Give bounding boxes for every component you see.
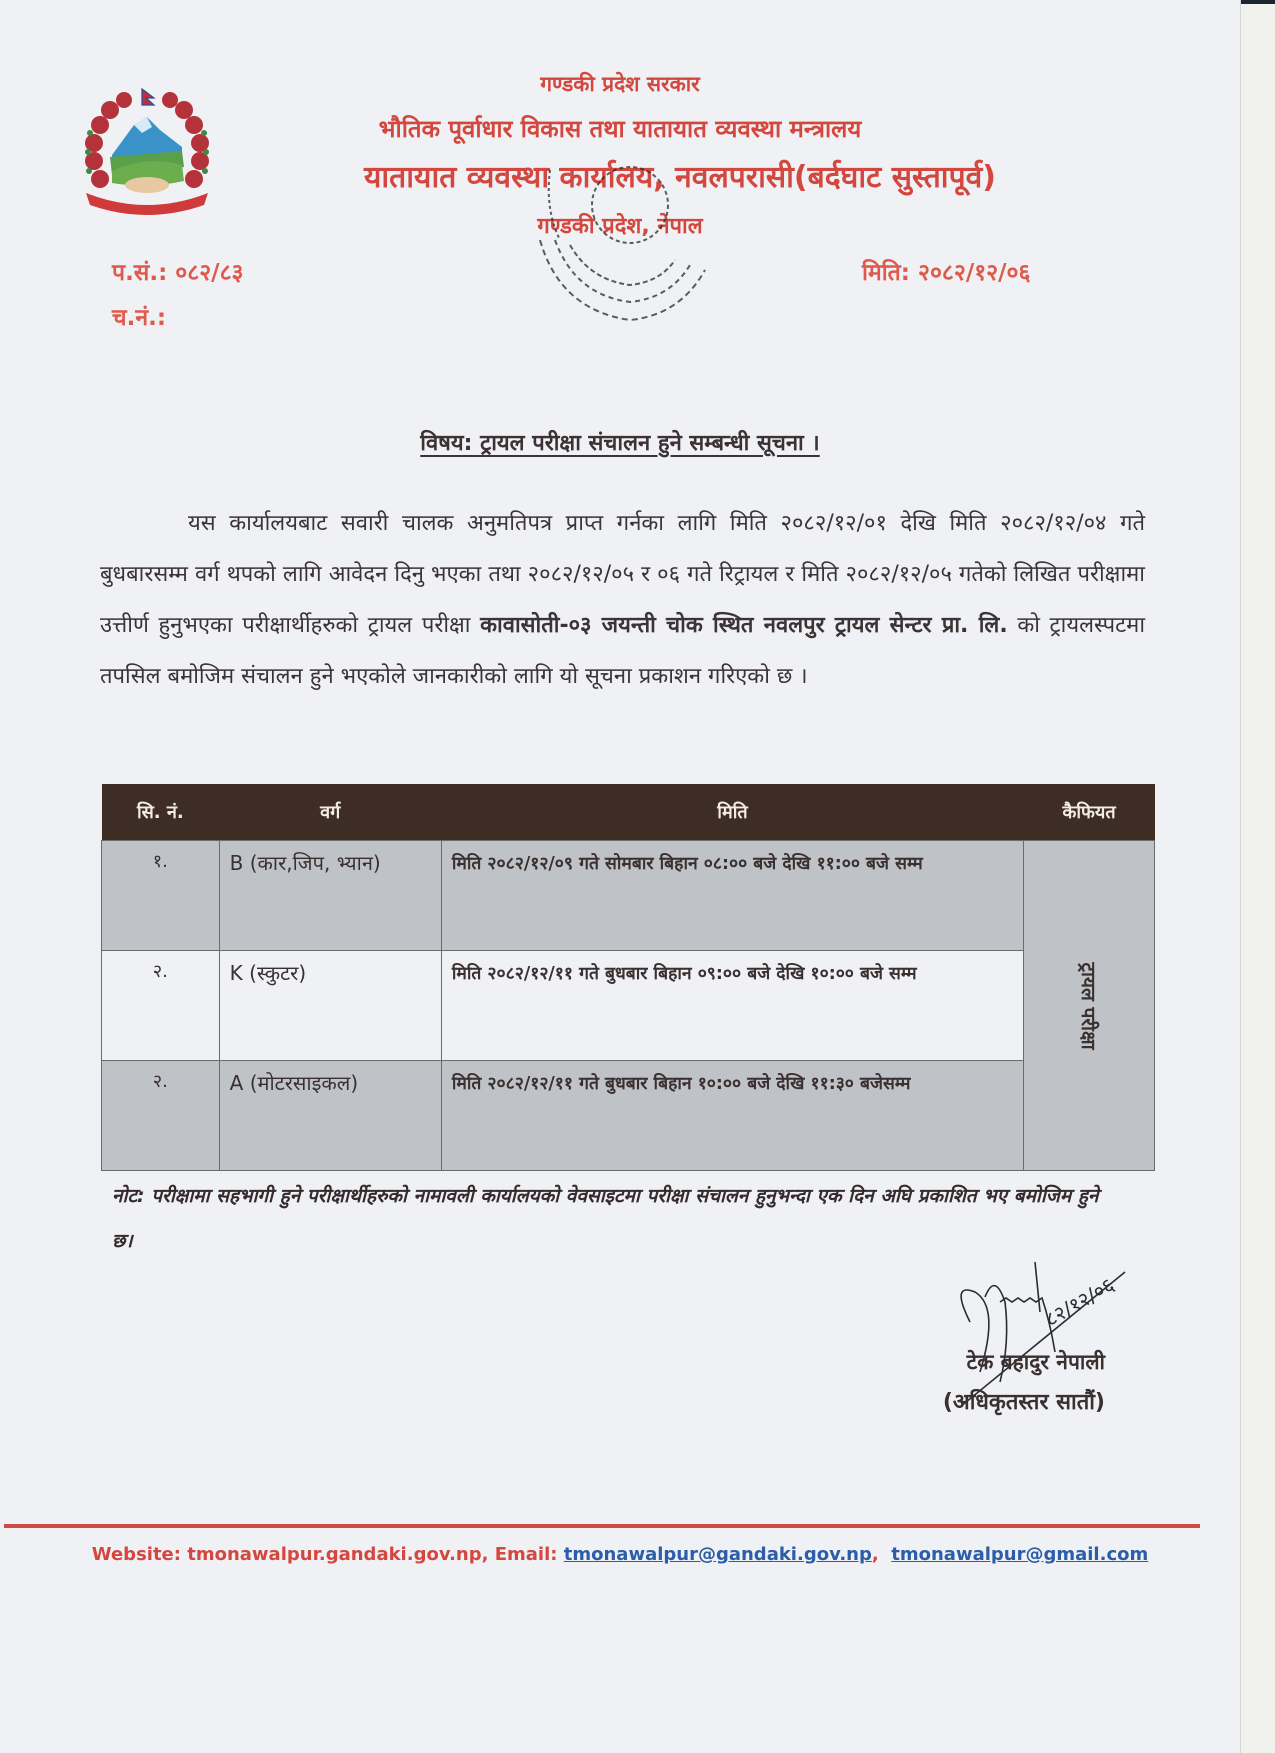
body-part2: को ट्रायलस्पटमा तपसिल बमोजिम संचालन हुने भएकोले जानकारीको लागि यो सूचना प्रकाशन गरिएको छ । — [100, 613, 1146, 689]
office-name: यातायात व्यवस्था कार्यालय, नवलपरासी(बर्दघाट सुस्तापूर्व) — [364, 160, 996, 195]
subject-line — [0, 427, 1240, 457]
row-sn: २. — [102, 1061, 220, 1171]
signatory-name: टेक बहादुर नेपाली — [966, 1350, 1105, 1374]
notice-body — [100, 498, 1145, 702]
chalani-number: च.नं.: — [112, 305, 167, 331]
signatory-title: (अधिकृतस्तर सातौं) — [942, 1390, 1105, 1415]
footer-contact: Website: tmonawalpur.gandaki.gov.np, Email: tmonawalpur@gandaki.gov.np, tmonawalpur@gmail.com — [91, 1544, 1149, 1565]
header-sn: सि. नं. — [102, 784, 220, 841]
patra-sankhya: प.सं.: ०८२/८३ — [112, 260, 244, 286]
row-schedule: मिति २०८२/१२/११ गते बुधबार बिहान ०९:०० बजे देखि १०:०० बजे सम्म — [441, 951, 1023, 1061]
website-label: Website: tmonawalpur.gandaki.gov.np, Email: — [91, 1544, 558, 1565]
header-date: मिति — [441, 784, 1023, 841]
header-remarks: कैफियत — [1024, 784, 1155, 841]
subject-text: विषय: ट्रायल परीक्षा संचालन हुने सम्बन्धी सूचना । — [420, 431, 820, 456]
footer-divider — [4, 1524, 1200, 1528]
email-link-gandaki[interactable]: tmonawalpur@gandaki.gov.np — [563, 1544, 872, 1565]
row-schedule: मिति २०८२/१२/०९ गते सोमबार बिहान ०८:०० बजे देखि ११:०० बजे सम्म — [441, 841, 1023, 951]
email-link-gmail[interactable]: tmonawalpur@gmail.com — [891, 1544, 1149, 1565]
table-row — [102, 1061, 1155, 1171]
row-schedule: मिति २०८२/१२/११ गते बुधबार बिहान १०:०० बजे देखि ११:३० बजेसम्म — [441, 1061, 1023, 1171]
remarks-cell — [1024, 841, 1155, 1171]
note-text: नोट: परीक्षामा सहभागी हुने परीक्षार्थीहरुको नामावली कार्यालयको वेवसाइटमा परीक्षा संचालन हुनुभन्दा एक दिन अघि प्रकाशित भए बमोजिम हुने छ। — [112, 1185, 1099, 1252]
row-category: K (स्कुटर) — [219, 951, 441, 1061]
letter-date: मिति: २०८२/१२/०६ — [862, 260, 1031, 286]
office-stamp-icon — [520, 150, 720, 340]
header-category: वर्ग — [219, 784, 441, 841]
remarks-text: ट्रायल परीक्षा — [1077, 961, 1100, 1050]
body-part1: यस कार्यालयबाट सवारी चालक अनुमतिपत्र प्राप्त गर्नका लागि मिति २०८२/१२/०१ देखि मिति २०८२/१२/०४ गते बुधबारसम्म वर्ग थपको लागि आवेदन दिनु भएका तथा २०८२/१२/०५ र ०६ गते रिट्रायल र मिति २०८२/१२/०५ गतेको लिखित परीक्षामा उत्तीर्ण हुनुभएका परीक्षार्थीहरुको ट्रायल परीक्षा — [100, 511, 1145, 638]
table-row — [102, 841, 1155, 951]
venue-name: कावासोती-०३ जयन्ती चोक स्थित नवलपुर ट्रायल सेन्टर प्रा. लि. — [480, 613, 1008, 638]
svg-text:८२/१२/०६: ८२/१२/०६ — [1040, 1272, 1119, 1332]
row-category: A (मोटरसाइकल) — [219, 1061, 441, 1171]
scan-edge — [1240, 0, 1275, 1753]
ministry-name: भौतिक पूर्वाधार विकास तथा यातायात व्यवस्था मन्त्रालय — [378, 115, 862, 143]
nepal-emblem-icon — [72, 85, 222, 220]
government-name: गण्डकी प्रदेश सरकार — [540, 72, 700, 96]
row-category: B (कार,जिप, भ्यान) — [219, 841, 441, 951]
trial-schedule-table — [101, 784, 1155, 1171]
row-sn: १. — [102, 841, 220, 951]
table-header-row — [102, 784, 1155, 841]
row-sn: २. — [102, 951, 220, 1061]
table-row — [102, 951, 1155, 1061]
province-name: गण्डकी प्रदेश, नेपाल — [537, 214, 703, 239]
